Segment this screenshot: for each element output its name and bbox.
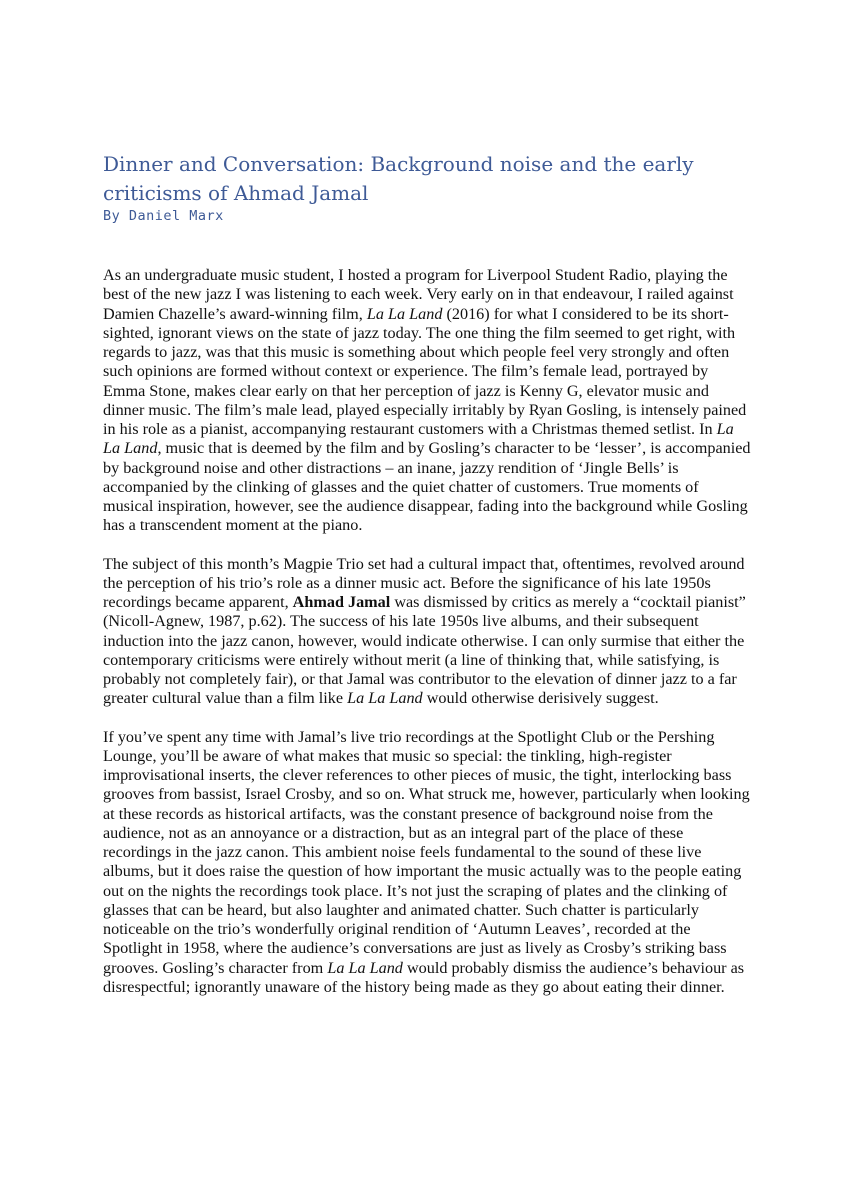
article-body xyxy=(103,266,751,1016)
paragraph-text: The subject of this month’s Magpie Trio set had a cultural impact that, oftentimes, revolved around the perception of his trio’s role as a dinner music act. Before the significance of his late 1950s recordings became apparent, xyxy=(103,554,745,611)
article-title: Dinner and Conversation: Background noise and the early criticisms of Ahmad Jamal xyxy=(103,152,694,205)
paragraph xyxy=(103,266,751,536)
paragraph-text: (2016) for what I considered to be its short-sighted, ignorant views on the state of jazz today. The one thing the film seemed to get right, with regards to jazz, was that this music is something about which people feel very strongly and often such opinions are formed without context or experience. The film’s female lead, portrayed by Emma Stone, makes clear early on that her perception of jazz is Kenny G, elevator music and dinner music. The film’s male lead, played especially irritably by Ryan Gosling, is intensely pained in his role as a pianist, accompanying restaurant customers with a Christmas themed setlist. In xyxy=(103,304,747,438)
article-byline: By Daniel Marx xyxy=(103,208,224,224)
paragraph-text: , music that is deemed by the film and by Gosling’s character to be ‘lesser’, is accompanied by background noise and other distractions – an inane, jazzy rendition of ‘Jingle Bells’ is accompanied by the clinking of glasses and the quiet chatter of customers. True moments of musical inspiration, however, see the audience disappear, fading into the background while Gosling has a transcendent moment at the piano. xyxy=(103,439,751,535)
paragraph-text: would probably dismiss the audience’s behaviour as disrespectful; ignorantly unaware of the history being made as they go about eating their dinner. xyxy=(103,958,745,996)
film-title: La La Land xyxy=(347,689,423,708)
film-title: La La Land xyxy=(103,420,734,458)
paragraph xyxy=(103,555,751,709)
paragraph-text: was dismissed by critics as merely a “cocktail pianist” (Nicoll-Agnew, 1987, p.62). The success of his late 1950s live albums, and their subsequent induction into the jazz canon, however, would indicate otherwise. I can only surmise that either the contemporary criticisms were entirely without merit (a line of thinking that, while satisfying, is probably not completely fair), or that Jamal was contributor to the elevation of dinner jazz to a far greater cultural value than a film like xyxy=(103,593,746,708)
artist-name: Ahmad Jamal xyxy=(292,593,391,611)
film-title: La La Land xyxy=(366,304,443,323)
paragraph xyxy=(103,728,751,998)
paragraph-text: As an undergraduate music student, I hosted a program for Liverpool Student Radio, playing the best of the new jazz I was listening to each week. Very early on in that endeavour, I railed against Damien Chazelle’s award-winning film, xyxy=(103,266,734,323)
paragraph-text: If you’ve spent any time with Jamal’s live trio recordings at the Spotlight Club or the Pershing Lounge, you’ll be aware of what makes that music so special: the tinkling, high-register improvisational inserts, the clever references to other pieces of music, the tight, interlocking bass grooves from bassist, Israel Crosby, and so on. What struck me, however, particularly when looking at these records as historical artifacts, was the constant presence of background noise from the audience, not as an annoyance or a distraction, but as an integral part of the place of these recordings in the jazz canon. This ambient noise feels fundamental to the sound of these live albums, but it does raise the question of how important the music actually was to the people eating out on the nights the recordings took place. It’s not just the scraping of plates and the clinking of glasses that can be heard, but also laughter and animated chatter. Such chatter is particularly noticeable on the trio’s wonderfully original rendition of ‘Autumn Leaves’, recorded at the Spotlight in 1958, where the audience’s conversations are just as lively as Crosby’s striking bass grooves. Gosling’s character from xyxy=(103,727,750,977)
paragraph-text: would otherwise derisively suggest. xyxy=(422,689,659,708)
film-title: La La Land xyxy=(327,958,403,977)
